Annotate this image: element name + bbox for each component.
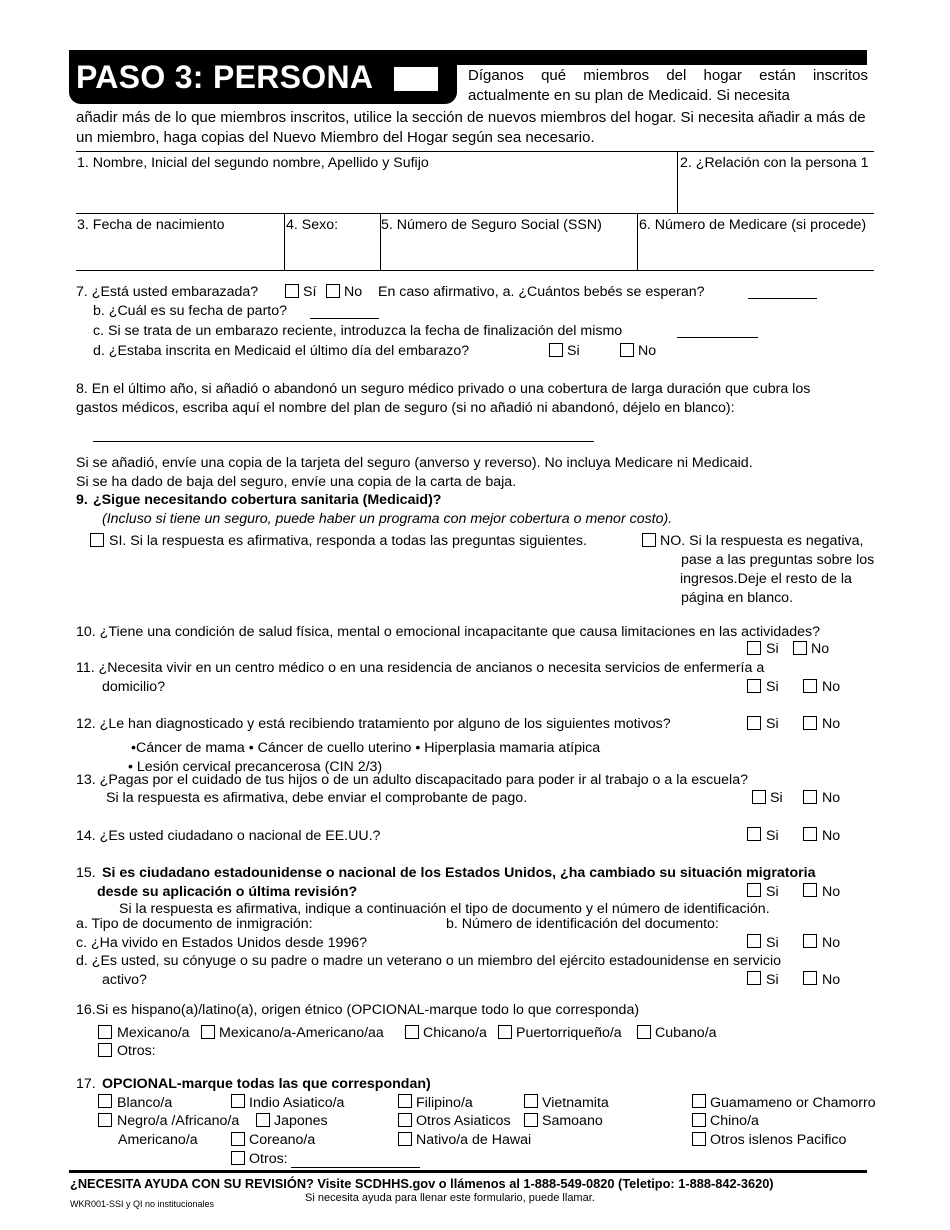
q11-line1: 11. ¿Necesita vivir en un centro médico o en una residencia de ancianos o necesita servicios de enfermería a xyxy=(76,660,765,676)
q7d-question: d. ¿Estaba inscrita en Medicaid el último día del embarazo? xyxy=(93,343,470,359)
person-number-field[interactable] xyxy=(394,67,438,91)
q7-yes-label: Sí xyxy=(303,284,317,300)
q15c-yes-label: Si xyxy=(766,935,779,951)
q17-nativo-hawai-label: Nativo/a de Hawai xyxy=(416,1132,532,1148)
q15d-no-label: No xyxy=(822,972,841,988)
q14-question: 14. ¿Es usted ciudadano o nacional de EE.UU.? xyxy=(76,828,381,844)
q14-no-checkbox[interactable] xyxy=(803,827,817,841)
q9-yes-checkbox[interactable] xyxy=(90,533,104,547)
footer-form-code: WKR001-SSI y QI no institucionales xyxy=(70,1199,215,1209)
q17-indio-asiatico-label: Indio Asiatico/a xyxy=(249,1095,345,1111)
q17-guamameno-checkbox[interactable] xyxy=(692,1094,706,1108)
q15d-line2: activo? xyxy=(102,972,147,988)
q16-otros-checkbox[interactable] xyxy=(98,1043,112,1057)
q17-coreano-label: Coreano/a xyxy=(249,1132,316,1148)
field-ssn-label: 5. Número de Seguro Social (SSN) xyxy=(381,217,602,233)
q17-vietnamita-checkbox[interactable] xyxy=(524,1094,538,1108)
q13-no-label: No xyxy=(822,790,841,806)
q11-no-checkbox[interactable] xyxy=(803,679,817,693)
q12-yes-label: Si xyxy=(766,716,779,732)
field-sex-label: 4. Sexo: xyxy=(286,217,339,233)
q15-no-checkbox[interactable] xyxy=(803,883,817,897)
q15c-question: c. ¿Ha vivido en Estados Unidos desde 1996? xyxy=(76,935,368,951)
q7d-no-label: No xyxy=(638,343,657,359)
q17-vietnamita-label: Vietnamita xyxy=(542,1095,609,1111)
q17-americano-label: Americano/a xyxy=(118,1132,198,1148)
q8-line2: gastos médicos, escriba aquí el nombre del plan de seguro (si no añadió ni abandonó, déjelo en blanco): xyxy=(76,400,735,416)
q10-yes-checkbox[interactable] xyxy=(747,641,761,655)
q17-negro-label: Negro/a /Africano/a xyxy=(117,1113,240,1129)
q16-mexicano-checkbox[interactable] xyxy=(98,1025,112,1039)
q11-no-label: No xyxy=(822,679,841,695)
q9-no-text4: página en blanco. xyxy=(681,590,794,606)
q10-yes-label: Si xyxy=(766,641,779,657)
q7-yes-checkbox[interactable] xyxy=(285,284,299,298)
field-relationship-label: 2. ¿Relación con la persona 1 xyxy=(680,155,869,171)
q8-note2: Si se ha dado de baja del seguro, envíe una copia de la carta de baja. xyxy=(76,474,517,490)
intro-text-2: añadir más de lo que miembros inscritos, utilice la sección de nuevos miembros del hogar. Si necesita añadir a más de un miembro, haga copias del Nuevo Miembro del Hogar según sea necesario. xyxy=(76,109,866,146)
q17-nativo-hawai-checkbox[interactable] xyxy=(398,1132,412,1146)
q15-line2: desde su aplicación o última revisión? xyxy=(97,884,358,900)
q16-otros-label: Otros: xyxy=(117,1043,156,1059)
q15-yes-label: Si xyxy=(766,884,779,900)
q17-otros-checkbox[interactable] xyxy=(231,1151,245,1165)
q16-chicano-label: Chicano/a xyxy=(423,1025,487,1041)
q17-otros-asiaticos-label: Otros Asiaticos xyxy=(416,1113,511,1129)
q16-puertorriqueno-checkbox[interactable] xyxy=(498,1025,512,1039)
q17-blanco-checkbox[interactable] xyxy=(98,1094,112,1108)
q7d-yes-checkbox[interactable] xyxy=(549,343,563,357)
q7-no-checkbox[interactable] xyxy=(326,284,340,298)
q15a-label: a. Tipo de documento de inmigración: xyxy=(76,916,313,932)
q9-no-text3: ingresos.Deje el resto de la xyxy=(680,571,852,587)
q9-number: 9. xyxy=(76,492,88,508)
q16-cubano-label: Cubano/a xyxy=(655,1025,717,1041)
q15d-yes-checkbox[interactable] xyxy=(747,971,761,985)
divider xyxy=(284,213,285,271)
q17-otros-islenos-label: Otros islenos Pacifico xyxy=(710,1132,847,1148)
divider xyxy=(76,151,874,152)
field-medicare-label: 6. Número de Medicare (si procede) xyxy=(639,217,867,233)
q7-question: 7. ¿Está usted embarazada? xyxy=(76,284,259,300)
q13-yes-label: Si xyxy=(770,790,783,806)
q16-mexicano-americano-label: Mexicano/a-Americano/aa xyxy=(219,1025,384,1041)
footer-divider xyxy=(69,1170,867,1173)
q11-yes-checkbox[interactable] xyxy=(747,679,761,693)
q17-indio-asiatico-checkbox[interactable] xyxy=(231,1094,245,1108)
q16-puertorriqueno-label: Puertorriqueño/a xyxy=(516,1025,622,1041)
q17-chino-label: Chino/a xyxy=(710,1113,759,1129)
q16-cubano-checkbox[interactable] xyxy=(637,1025,651,1039)
q16-question: 16.Si es hispano(a)/latino(a), origen étnico (OPCIONAL-marque todo lo que corresponda) xyxy=(76,1002,640,1018)
q13-no-checkbox[interactable] xyxy=(803,790,817,804)
q17-japones-label: Japones xyxy=(274,1113,328,1129)
q17-japones-checkbox[interactable] xyxy=(256,1113,270,1127)
q15-yes-checkbox[interactable] xyxy=(747,883,761,897)
q12-no-label: No xyxy=(822,716,841,732)
q9-yes-text: SI. Si la respuesta es afirmativa, responda a todas las preguntas siguientes. xyxy=(109,533,587,549)
q10-question: 10. ¿Tiene una condición de salud física, mental o emocional incapacitante que causa limitaciones en las actividades? xyxy=(76,624,820,640)
q15c-no-label: No xyxy=(822,935,841,951)
q15-line1: Si es ciudadano estadounidense o nacional de los Estados Unidos, ¿ha cambiado su situación migratoria xyxy=(102,865,816,881)
q16-mexicano-americano-checkbox[interactable] xyxy=(201,1025,215,1039)
q13-yes-checkbox[interactable] xyxy=(752,790,766,804)
q8-note1: Si se añadió, envíe una copia de la tarjeta del seguro (anverso y reverso). No incluya Medicare ni Medicaid. xyxy=(76,455,753,471)
q17-chino-checkbox[interactable] xyxy=(692,1113,706,1127)
q7c-question: c. Si se trata de un embarazo reciente, introduzca la fecha de finalización del mismo xyxy=(93,323,623,339)
q14-yes-label: Si xyxy=(766,828,779,844)
q10-no-label: No xyxy=(811,641,830,657)
q17-otros-label: Otros: xyxy=(249,1151,288,1167)
q9-no-checkbox[interactable] xyxy=(642,533,656,547)
q7b-question: b. ¿Cuál es su fecha de parto? xyxy=(93,303,288,319)
q17-filipino-label: Filipino/a xyxy=(416,1095,473,1111)
q17-samoano-checkbox[interactable] xyxy=(524,1113,538,1127)
footer-help-text: ¿NECESITA AYUDA CON SU REVISIÓN? Visite SCDHHS.gov o llámenos al 1-888-549-0820 (Teletipo: 1-888-842-3620) xyxy=(70,1176,774,1191)
q9-question: ¿Sigue necesitando cobertura sanitaria (Medicaid)? xyxy=(93,492,442,508)
q17-coreano-checkbox[interactable] xyxy=(231,1132,245,1146)
field-name-label: 1. Nombre, Inicial del segundo nombre, Apellido y Sufijo xyxy=(77,155,429,171)
q17-samoano-label: Samoano xyxy=(542,1113,603,1129)
q14-no-label: No xyxy=(822,828,841,844)
q13-line2: Si la respuesta es afirmativa, debe enviar el comprobante de pago. xyxy=(106,790,528,806)
q12-yes-checkbox[interactable] xyxy=(747,716,761,730)
q8-insurance-input[interactable] xyxy=(93,441,594,442)
divider xyxy=(76,270,874,271)
q15c-yes-checkbox[interactable] xyxy=(747,934,761,948)
q7a-input[interactable] xyxy=(748,298,817,299)
field-dob-label: 3. Fecha de nacimiento xyxy=(77,217,225,233)
q12-list1: •Cáncer de mama • Cáncer de cuello uterino • Hiperplasia mamaria atípica xyxy=(131,740,601,756)
q16-chicano-checkbox[interactable] xyxy=(405,1025,419,1039)
q15-note: Si la respuesta es afirmativa, indique a continuación el tipo de documento y el número de identificación. xyxy=(119,901,770,917)
q12-question: 12. ¿Le han diagnosticado y está recibiendo tratamiento por alguno de los siguientes motivos? xyxy=(76,716,671,732)
q17-question: OPCIONAL-marque todas las que correspondan) xyxy=(102,1076,431,1092)
q7-no-label: No xyxy=(344,284,363,300)
q17-guamameno-label: Guamameno or Chamorro xyxy=(710,1095,876,1111)
intro-text-1: Díganos qué miembros del hogar están inscritos actualmente en su plan de Medicaid. Si necesita xyxy=(468,67,868,104)
q7a-question: En caso afirmativo, a. ¿Cuántos bebés se esperan? xyxy=(378,284,705,300)
q15-number: 15. xyxy=(76,865,96,881)
q9-no-text1: NO. Si la respuesta es negativa, xyxy=(660,533,864,549)
divider xyxy=(677,151,678,213)
q15-no-label: No xyxy=(822,884,841,900)
q13-line1: 13. ¿Pagas por el cuidado de tus hijos o de un adulto discapacitado para poder ir al trabajo o a la escuela? xyxy=(76,772,748,788)
q17-filipino-checkbox[interactable] xyxy=(398,1094,412,1108)
q17-otros-input[interactable] xyxy=(291,1167,420,1168)
q14-yes-checkbox[interactable] xyxy=(747,827,761,841)
footer-subtext: Si necesita ayuda para llenar este formulario, puede llamar. xyxy=(305,1192,595,1204)
divider xyxy=(637,213,638,271)
q17-negro-checkbox[interactable] xyxy=(98,1113,112,1127)
q15d-yes-label: Si xyxy=(766,972,779,988)
q17-otros-asiaticos-checkbox[interactable] xyxy=(398,1113,412,1127)
q10-no-checkbox[interactable] xyxy=(793,641,807,655)
q9-no-text2: pase a las preguntas sobre los xyxy=(681,552,875,568)
divider xyxy=(76,213,874,214)
q17-number: 17. xyxy=(76,1076,96,1092)
q11-line2: domicilio? xyxy=(102,679,166,695)
q8-line1: 8. En el último año, si añadió o abandonó un seguro médico privado o una cobertura de larga duración que cubra los xyxy=(76,381,811,397)
q7d-no-checkbox[interactable] xyxy=(620,343,634,357)
q15b-label: b. Número de identificación del documento: xyxy=(446,916,719,932)
q17-otros-islenos-checkbox[interactable] xyxy=(692,1132,706,1146)
q17-blanco-label: Blanco/a xyxy=(117,1095,173,1111)
q11-yes-label: Si xyxy=(766,679,779,695)
q15c-no-checkbox[interactable] xyxy=(803,934,817,948)
q12-list2: • Lesión cervical precancerosa (CIN 2/3) xyxy=(128,759,383,775)
q7b-input[interactable] xyxy=(310,318,379,319)
q7c-input[interactable] xyxy=(677,337,758,338)
page-title: PASO 3: PERSONA xyxy=(76,59,374,95)
q7d-yes-label: Si xyxy=(567,343,580,359)
q12-no-checkbox[interactable] xyxy=(803,716,817,730)
q15d-no-checkbox[interactable] xyxy=(803,971,817,985)
q15d-line1: d. ¿Es usted, su cónyuge o su padre o madre un veterano o un miembro del ejército estadounidense en servicio xyxy=(76,953,782,969)
q9-subtext: (Incluso si tiene un seguro, puede haber un programa con mejor cobertura o menor costo). xyxy=(102,511,673,527)
q16-mexicano-label: Mexicano/a xyxy=(117,1025,190,1041)
